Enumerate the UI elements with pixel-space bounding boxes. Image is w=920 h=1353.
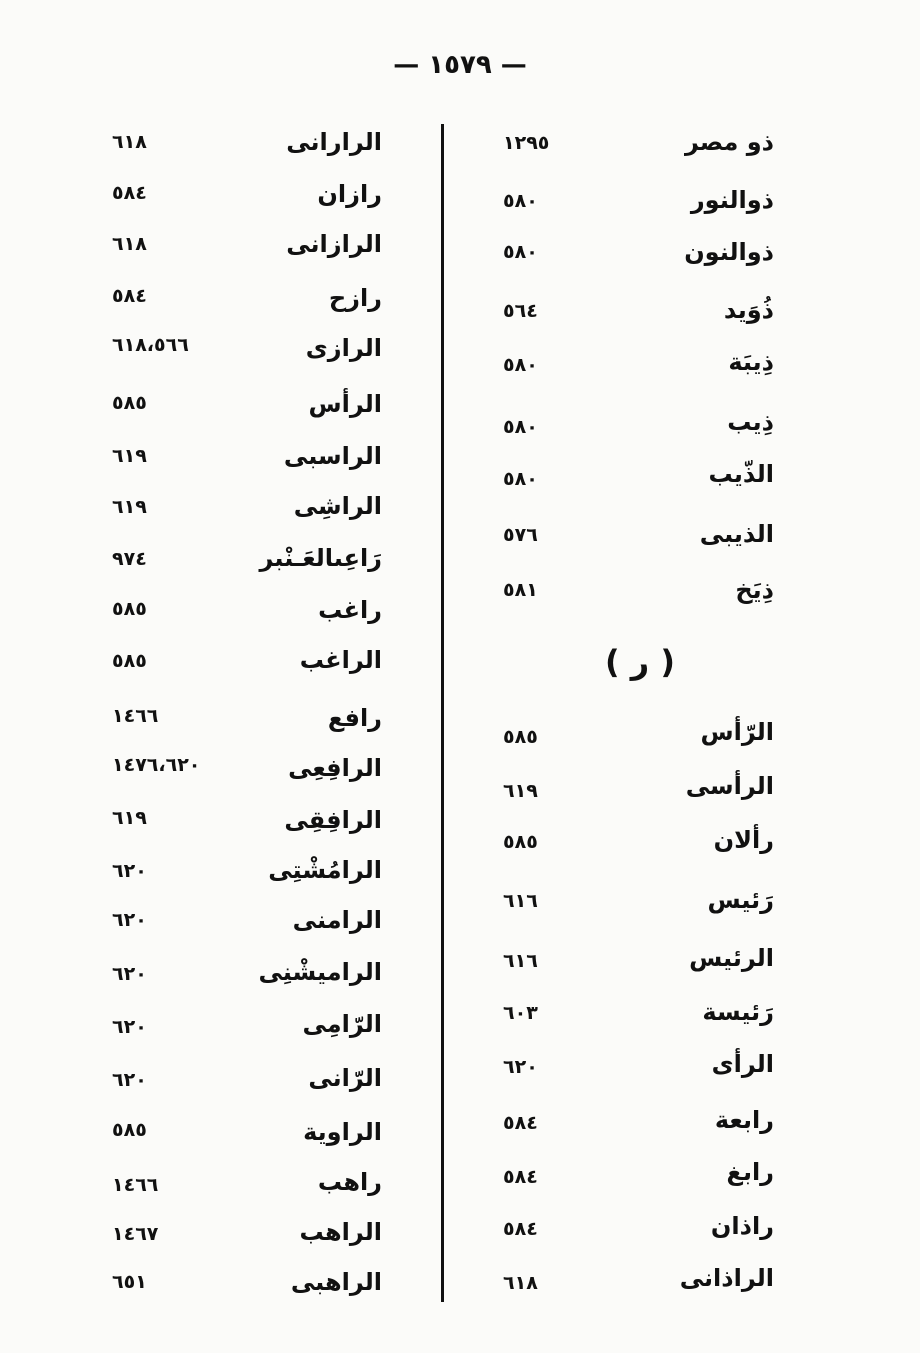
index-entry-name: الرأى: [711, 1050, 774, 1078]
index-entry-page-ref: ٦١٨: [112, 131, 147, 153]
index-entry-page-ref: ١٢٩٥: [503, 132, 550, 154]
index-entry-name: الراذانى: [679, 1264, 774, 1292]
index-entry-name: رَئيس: [707, 886, 774, 914]
index-entry-name: رازان: [317, 180, 382, 208]
index-entry-name: الرّأس: [700, 718, 774, 746]
index-entry-name: رألان: [713, 826, 774, 854]
index-entry-page-ref: ٥٨٥: [112, 392, 147, 414]
index-entry-page-ref: ٥٨٥: [503, 831, 538, 853]
index-entry-name: رَاعِىالعَـنْبر: [259, 544, 382, 572]
index-entry-page-ref: ٥٨٤: [503, 1112, 538, 1134]
index-entry-page-ref: ٥٨٥: [503, 726, 538, 748]
index-entry-page-ref: ٥٨٠: [503, 416, 538, 438]
page-number: — ١٥٧٩ —: [393, 50, 527, 80]
index-entry-page-ref: ٦٠٣: [503, 1002, 538, 1024]
index-entry-page-ref: ٦١٩: [112, 496, 147, 518]
index-entry-name: الرامُشْتِى: [268, 856, 382, 884]
index-entry-name: رابغ: [726, 1158, 774, 1186]
index-entry-page-ref: ٦٢٠: [112, 1069, 147, 1091]
index-entry-page-ref: ١٤٦٦: [112, 705, 159, 727]
index-entry-name: ذِيَخ: [735, 576, 774, 604]
index-entry-name: الرامنى: [292, 906, 382, 934]
index-entry-name: الرئيس: [689, 944, 774, 972]
index-entry-page-ref: ٥٦٤: [503, 300, 538, 322]
index-entry-page-ref: ٥٨٤: [503, 1218, 538, 1240]
index-entry-name: ذوالنور: [690, 186, 774, 214]
index-entry-page-ref: ٥٨٠: [503, 190, 538, 212]
index-entry-name: الراهب: [299, 1218, 382, 1246]
index-entry-name: ذُوَيد: [723, 296, 774, 324]
index-entry-page-ref: ٥٨٤: [112, 285, 147, 307]
index-entry-name: الرافِقِى: [284, 806, 382, 834]
index-entry-name: الرّامِى: [302, 1010, 382, 1038]
index-entry-page-ref: ٦٢٠: [112, 1016, 147, 1038]
index-entry-name: ذو مصر: [684, 128, 774, 156]
index-entry-name: الرارانى: [286, 128, 382, 156]
index-entry-name: الراميشْنِى: [258, 958, 382, 986]
index-entry-name: رافع: [327, 704, 382, 732]
index-entry-page-ref: ٥٨٥: [112, 1119, 147, 1141]
index-entry-page-ref: ٥٨٤: [112, 182, 147, 204]
index-entry-page-ref: ٥٧٦: [503, 524, 538, 546]
index-entry-name: الراوية: [303, 1118, 382, 1146]
index-entry-name: ذوالنون: [684, 238, 774, 266]
index-entry-page-ref: ٦١٨: [112, 233, 147, 255]
index-entry-name: الرافِعِى: [288, 754, 382, 782]
index-entry-page-ref: ٦٢٠: [112, 963, 147, 985]
index-entry-page-ref: ٥٨٠: [503, 468, 538, 490]
index-entry-name: الرّانى: [308, 1064, 382, 1092]
index-entry-name: راغب: [318, 596, 382, 624]
index-entry-name: الذيبى: [699, 520, 774, 548]
index-entry-page-ref: ٦٢٠: [112, 909, 147, 931]
index-entry-page-ref: ٦٢٠: [503, 1056, 538, 1078]
index-entry-page-ref: ٥٨١: [503, 579, 538, 601]
index-entry-page-ref: ٥٨٤: [503, 1166, 538, 1188]
index-entry-name: ذِيبَة: [728, 348, 774, 376]
index-entry-name: الرأس: [308, 390, 382, 418]
index-entry-name: الرازى: [305, 334, 382, 362]
index-entry-name: الراهبى: [290, 1268, 382, 1296]
index-entry-page-ref: ٩٧٤: [112, 548, 147, 570]
index-entry-name: الرازانى: [286, 230, 382, 258]
index-entry-name: الرأسى: [685, 772, 774, 800]
index-entry-page-ref: ٦٥١: [112, 1271, 147, 1293]
index-entry-page-ref: ٦١٦: [503, 890, 538, 912]
section-letter-heading: ( ر ): [605, 643, 675, 681]
index-entry-name: الراغب: [299, 646, 382, 674]
index-entry-page-ref: ٥٨٠: [503, 354, 538, 376]
index-entry-name: الراسبى: [283, 442, 382, 470]
index-entry-page-ref: ١٤٦٦: [112, 1174, 159, 1196]
index-entry-page-ref: ٦٢٠: [112, 860, 147, 882]
index-entry-name: رازح: [328, 284, 382, 312]
index-entry-page-ref: ٦١٨،٥٦٦: [112, 334, 189, 356]
index-entry-page-ref: ٦١٨: [503, 1272, 538, 1294]
index-entry-page-ref: ٥٨٥: [112, 598, 147, 620]
index-entry-name: ذِيب: [727, 408, 774, 436]
index-entry-page-ref: ٥٨٥: [112, 650, 147, 672]
index-entry-page-ref: ١٤٧٦،٦٢٠: [112, 754, 201, 776]
index-entry-name: رَئيسة: [702, 998, 774, 1026]
index-entry-name: راذان: [710, 1212, 774, 1240]
index-entry-page-ref: ٥٨٠: [503, 241, 538, 263]
index-entry-page-ref: ٦١٩: [503, 780, 538, 802]
index-entry-page-ref: ٦١٦: [503, 950, 538, 972]
index-entry-page-ref: ٦١٩: [112, 445, 147, 467]
index-entry-name: الذّيب: [708, 460, 774, 488]
index-entry-name: الراشِى: [293, 492, 382, 520]
index-entry-page-ref: ٦١٩: [112, 807, 147, 829]
index-entry-name: رابعة: [714, 1106, 774, 1134]
index-entry-page-ref: ١٤٦٧: [112, 1223, 159, 1245]
index-entry-name: راهب: [317, 1168, 382, 1196]
